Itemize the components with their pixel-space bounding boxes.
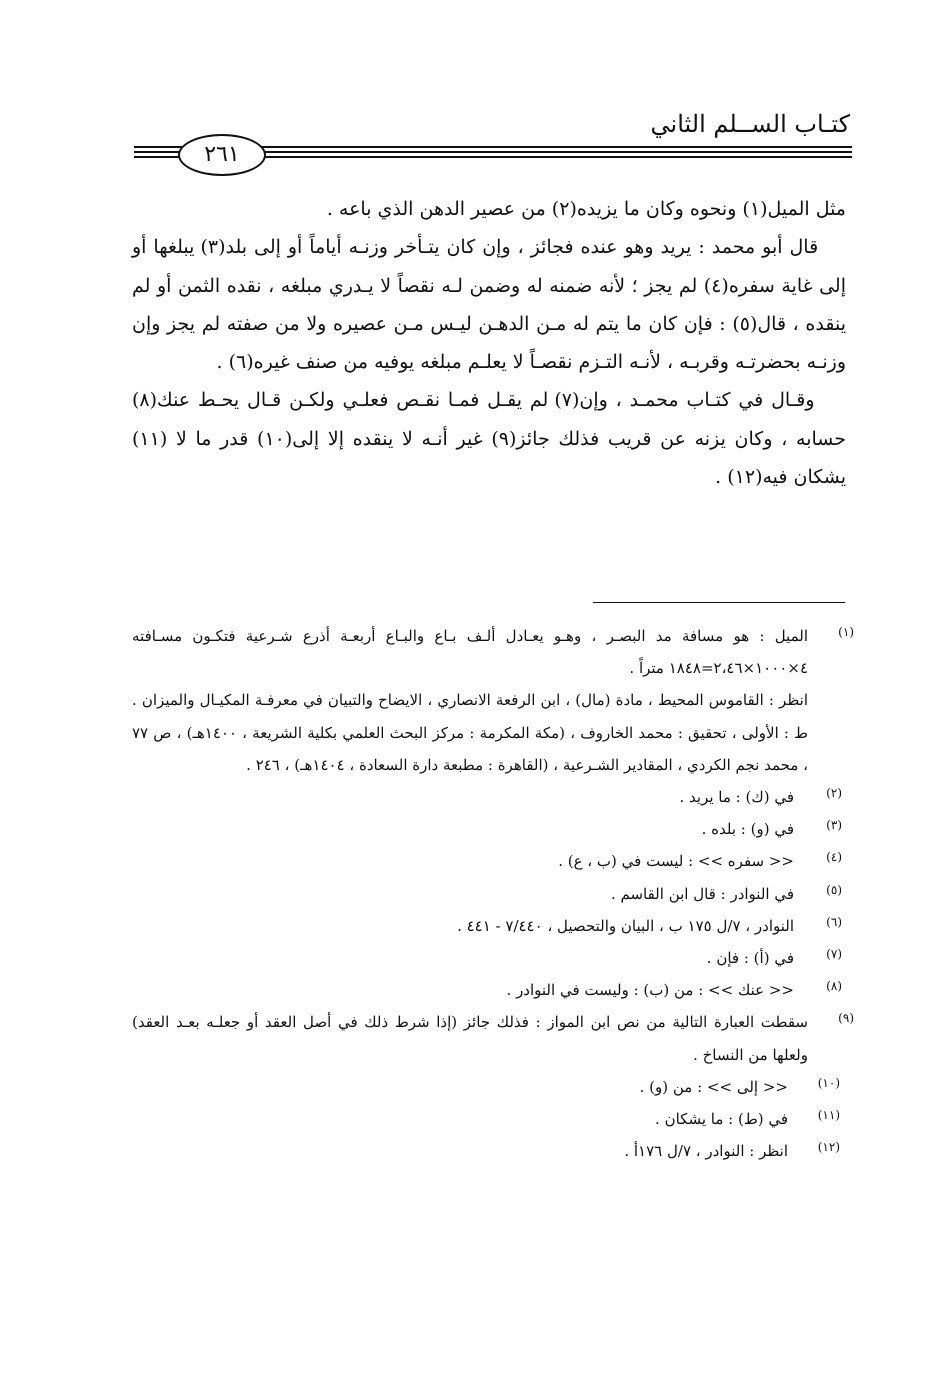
running-header-title: كتـاب الســلم الثاني <box>650 110 850 138</box>
page-number-badge: ٢٦١ <box>178 134 266 176</box>
footnote-item <box>132 1135 854 1167</box>
footnote-text: في (ط) : ما يشكان . <box>655 1110 788 1129</box>
main-text <box>125 190 846 496</box>
footnote-number: (٥) <box>826 882 842 897</box>
footnote-item <box>132 845 854 877</box>
footnote-number: (٨) <box>826 979 842 994</box>
footnote-text: انظر : النوادر ، ٧/ل ١٧٦أ . <box>624 1142 788 1161</box>
footnote-number: (٤) <box>826 850 842 865</box>
footnote-number: (٧) <box>826 947 842 962</box>
footnote-text: النوادر ، ٧/ل ١٧٥ ب ، البيان والتحصيل ، ٧/٤٤٠ - ٤٤١ . <box>457 916 794 935</box>
footnote-number: (٣) <box>826 818 842 833</box>
footnote-text: في (ك) : ما يريد . <box>679 788 794 807</box>
footnote-number: (٦) <box>826 914 842 929</box>
footnote-number: (١١) <box>817 1108 840 1123</box>
footnote-text: سقطت العبارة التالية من نص ابن المواز : فذلك جائز (إذا شرط ذلك في أصل العقد أو جعلـه بعـد العقد) ولعلها من النساخ . <box>127 1013 808 1064</box>
footnote-number: (٢) <box>826 786 842 801</box>
footnote-item <box>132 620 854 781</box>
footnote-item <box>132 813 854 845</box>
footnote-text: << إلى >> : من (و) . <box>639 1077 788 1096</box>
footnote-text: << عنك >> : من (ب) : وليست في النوادر . <box>506 981 794 1000</box>
footnote-separator <box>593 602 845 603</box>
footnote-text: << سفره >> : ليست في (ب ، ع) . <box>558 852 794 871</box>
footnotes <box>127 620 854 1167</box>
footnote-item <box>127 1006 854 1070</box>
paragraph: مثل الميل(١) ونحوه وكان ما يزيده(٢) من عصير الدهن الذي باعه . <box>326 198 846 220</box>
footnote-item <box>132 878 854 910</box>
footnote-item <box>132 781 854 813</box>
paragraph: وقـال في كتـاب محمـد ، وإن(٧) لم يقـل فمـا نقـص فعلـي ولكـن قـال يحـط عنك(٨) حسابه ، وكان يزنه عن قريب فذلك جائز(٩) غير أنـه لا ينقده إلا إلى(١٠) قدر ما لا (١١) يشكان فيه(١٢) . <box>125 389 846 489</box>
footnote-number: (١٠) <box>817 1075 840 1090</box>
footnote-item <box>132 974 854 1006</box>
footnote-text: الميل : هو مسافة مد البصـر ، وهـو يعـادل ألـف بـاع والبـاع أربعـة أذرع شـرعية فتكـون مسـافته ٤×١٠٠٠×٢،٤٦=١٨٤٨ متراً . انظر : القاموس المحيط ، مادة (مال) ، ابن الرفعة الانصاري ، الايضاح والتبيان في معرفـة المكيـال والميزان . ط : الأولى ، تحقيق : محمد الخاروف ، (مكة المكرمة : مركز البحث العلمي بكلية الشريعة ، ١٤٠٠هـ) ، ص ٧٧ ، محمد نجم الكردي ، المقادير الشـرعية ، (القاهرة : مطبعة دارة السعادة ، ١٤٠٤هـ) ، ٢٤٦ . <box>132 627 809 774</box>
footnote-text: في (أ) : فإن . <box>706 949 794 968</box>
footnote-number: (١) <box>838 625 854 639</box>
footnote-number: (٩) <box>838 1011 854 1026</box>
footnote-number: (١٢) <box>817 1140 840 1155</box>
footnote-text: في (و) : بلده . <box>701 820 794 839</box>
footnote-item <box>132 910 854 942</box>
footnote-item <box>132 1103 854 1135</box>
footnote-item <box>132 1071 854 1103</box>
footnote-text: في النوادر : قال ابن القاسم . <box>610 884 794 903</box>
paragraph: قال أبو محمد : يريد وهو عنده فجائز ، وإن كان يتـأخر وزنـه أياماً أو إلى بلد(٣) يبلغها أو إلى غاية سفره(٤) لم يجز ؛ لأنه ضمنه له وضمن لـه نقصاً لا يـدري مبلغه ، نقده الثمن أو لم ينقده ، قال(٥) : فإن كان ما يتم له مـن الدهـن ليـس مـن عصيره ولا من صفته لم يجز وإن وزنـه بحضرتـه وقربـه ، لأنـه التـزم نقصـاً لا يعلـم مبلغه يوفيه من صنف غيره(٦) . <box>125 236 846 374</box>
footnote-item <box>132 942 854 974</box>
